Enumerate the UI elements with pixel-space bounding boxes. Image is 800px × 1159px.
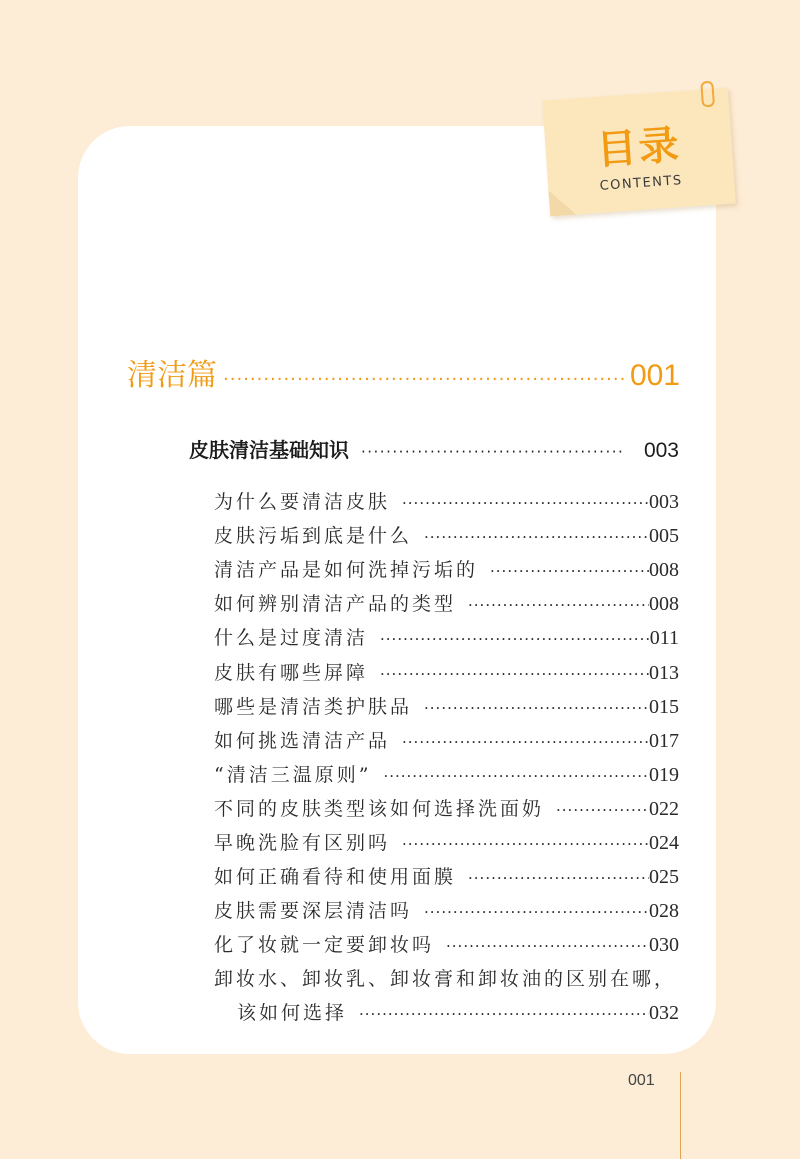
toc-entry-page-number: 019 <box>649 763 679 786</box>
toc-entry-title: 化了妆就一定要卸妆吗 <box>214 934 435 957</box>
toc-entry-page-number: 017 <box>649 729 679 752</box>
contents-title: 目录 <box>595 122 683 174</box>
toc-entry-page-number: 032 <box>649 1002 679 1024</box>
toc-entry-page-number: 015 <box>649 695 679 718</box>
dot-leader <box>468 869 649 887</box>
dot-leader <box>424 903 649 921</box>
toc-entry[interactable] <box>214 930 679 957</box>
toc-entry-title: 如何正确看待和使用面膜 <box>214 866 457 889</box>
dot-leader <box>380 665 649 683</box>
toc-entry[interactable] <box>214 862 679 889</box>
page-edge-rule <box>680 1072 681 1159</box>
toc-entry[interactable] <box>214 555 679 582</box>
toc-entry[interactable] <box>214 794 679 821</box>
toc-entry-title: 哪些是清洁类护肤品 <box>214 695 413 718</box>
toc-entry[interactable] <box>214 658 679 685</box>
toc-entry-title: 不同的皮肤类型该如何选择洗面奶 <box>214 797 545 820</box>
toc-entry-title: 早晚洗脸有区别吗 <box>214 832 391 854</box>
toc-entry-page-number: 011 <box>649 627 679 650</box>
dot-leader <box>402 733 649 751</box>
toc-entry[interactable] <box>214 760 679 787</box>
toc-entry[interactable] <box>214 828 679 855</box>
toc-entry-page-number: 008 <box>649 559 679 582</box>
toc-entry[interactable] <box>214 521 679 548</box>
toc-entry[interactable] <box>214 487 679 514</box>
toc-entry-long-title-line1[interactable]: 卸妆水、卸妆乳、卸妆膏和卸妆油的区别在哪， <box>214 968 677 990</box>
dot-leader <box>380 630 650 648</box>
dot-leader <box>402 835 649 853</box>
toc-entry-page-number: 022 <box>649 797 679 820</box>
toc-entry-long-title-line2[interactable] <box>237 998 679 1025</box>
toc-entry-title: 皮肤有哪些屏障 <box>214 661 369 684</box>
dot-leader <box>490 562 649 580</box>
toc-entry-title: 为什么要清洁皮肤 <box>214 491 391 513</box>
toc-entry-page-number: 003 <box>649 491 679 513</box>
toc-entry-page-number: 008 <box>649 593 679 616</box>
section-page-number: 001 <box>629 359 680 392</box>
toc-entry[interactable] <box>214 623 679 650</box>
toc-entry-page-number: 024 <box>649 832 679 854</box>
dot-leader <box>402 494 649 512</box>
paperclip-icon <box>700 81 715 108</box>
contents-subtitle: CONTENTS <box>599 173 684 194</box>
toc-entry[interactable] <box>214 692 679 719</box>
toc-entry[interactable] <box>214 896 679 923</box>
toc-entry-page-number: 013 <box>649 661 679 684</box>
toc-entry-title: 皮肤污垢到底是什么 <box>214 525 413 548</box>
toc-section-cleaning[interactable] <box>127 350 680 394</box>
toc-entry-title: 清洁产品是如何洗掉污垢的 <box>214 559 479 582</box>
dot-leader <box>383 767 649 785</box>
section-title: 清洁篇 <box>127 358 217 393</box>
chapter-title: 皮肤清洁基础知识 <box>189 438 349 462</box>
dot-leader <box>359 1005 649 1023</box>
toc-entry-title: “清洁三温原则” <box>214 763 372 786</box>
toc-entry-title: 该如何选择 <box>237 1002 348 1024</box>
dot-leader <box>556 801 649 819</box>
contents-sticky-note <box>542 88 736 217</box>
toc-entry-title: 如何挑选清洁产品 <box>214 729 391 752</box>
dot-leader <box>446 937 649 955</box>
dot-leader <box>468 596 649 614</box>
dot-leader <box>424 699 649 717</box>
toc-entry-title: 皮肤需要深层清洁吗 <box>214 900 413 923</box>
toc-chapter-skin-cleaning-basics[interactable] <box>189 434 679 463</box>
dot-leader <box>223 369 624 390</box>
toc-entry[interactable] <box>214 589 679 616</box>
toc-entry-page-number: 030 <box>649 934 679 957</box>
toc-entry-page-number: 025 <box>649 866 679 889</box>
toc-entry-title: 什么是过度清洁 <box>214 627 369 650</box>
toc-entry-page-number: 028 <box>649 900 679 923</box>
toc-entry-page-number: 005 <box>649 525 679 548</box>
page-number: 001 <box>628 1072 655 1089</box>
dot-leader <box>361 443 624 461</box>
dot-leader <box>424 528 649 546</box>
toc-entry[interactable] <box>214 726 679 753</box>
chapter-page-number: 003 <box>643 439 679 462</box>
toc-entry-title: 如何辨别清洁产品的类型 <box>214 593 457 616</box>
